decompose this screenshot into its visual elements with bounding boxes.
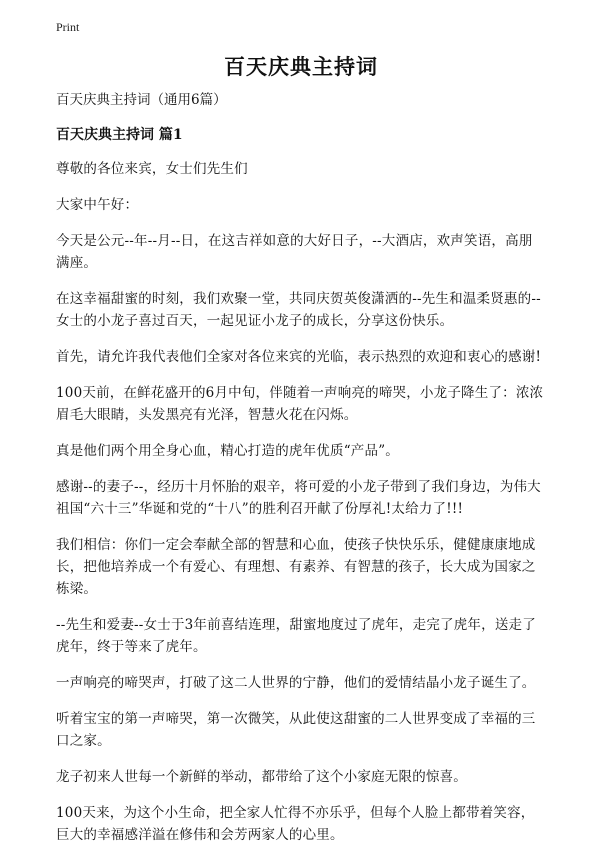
paragraph: 在这幸福甜蜜的时刻，我们欢聚一堂，共同庆贺英俊潇洒的--先生和温柔贤惠的--女士的小龙子喜过百天，一起见证小龙子的成长，分享这份快乐。 <box>56 291 541 329</box>
paragraph-greeting: 尊敬的各位来宾，女士们先生们 <box>56 161 248 177</box>
paragraph: 首先，请允许我代表他们全家对各位来宾的光临，表示热烈的欢迎和衷心的感谢! <box>56 349 542 365</box>
paragraph: --先生和爱妻--女士于3年前喜结连理，甜蜜地度过了虎年，走完了虎年，送走了虎年，终于等来了虎年。 <box>56 617 536 655</box>
document-page <box>56 0 546 846</box>
paragraph: 我们相信：你们一定会奉献全部的智慧和心血，使孩子快快乐乐，健健康康地成长，把他培养成一个有爱心、有理想、有素养、有智慧的孩子，长大成为国家之栋梁。 <box>56 537 536 597</box>
paragraph-hello: 大家中午好： <box>56 197 139 213</box>
paragraph: 感谢--的妻子--，经历十月怀胎的艰辛，将可爱的小龙子带到了我们身边，为伟大祖国“六十三”华诞和党的“十八”的胜利召开献了份厚礼!太给力了!!! <box>56 479 541 517</box>
paragraph: 100天来，为这个小生命，把全家人忙得不亦乐乎，但每个人脸上都带着笑容，巨大的幸福感洋溢在修伟和会芳两家人的心里。 <box>56 805 535 843</box>
paragraph: 100天前，在鲜花盛开的6月中旬，伴随着一声响亮的啼哭，小龙子降生了：浓浓眉毛大眼睛，头发黑亮有光泽，智慧火花在闪烁。 <box>56 385 544 423</box>
paragraph: 一声响亮的啼哭声，打破了这二人世界的宁静，他们的爱情结晶小龙子诞生了。 <box>56 675 536 691</box>
paragraph: 听着宝宝的第一声啼哭，第一次微笑，从此使这甜蜜的二人世界变成了幸福的三口之家。 <box>56 711 536 749</box>
print-label: Print <box>56 20 80 34</box>
section-heading: 百天庆典主持词 篇1 <box>56 127 183 143</box>
paragraph: 今天是公元--年--月--日，在这吉祥如意的大好日子，--大酒店，欢声笑语，高朋满座。 <box>56 233 533 271</box>
paragraph: 龙子初来人世每一个新鲜的举动，都带给了这个小家庭无限的惊喜。 <box>56 769 467 785</box>
document-title: 百天庆典主持词 <box>224 54 378 79</box>
document-subtitle: 百天庆典主持词（通用6篇） <box>56 92 227 108</box>
paragraph: 真是他们两个用全身心血，精心打造的虎年优质“产品”。 <box>56 443 400 459</box>
